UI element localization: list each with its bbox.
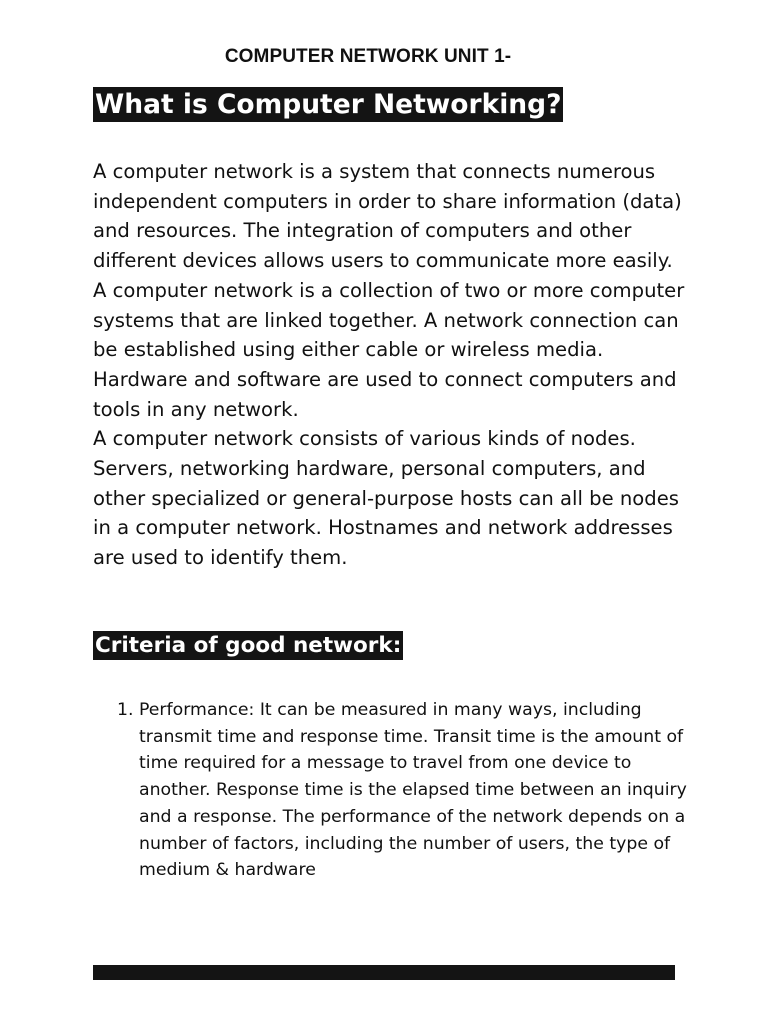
list-item-number: 1. xyxy=(117,700,134,720)
list-item-text: Performance: It can be measured in many ways, including transmit time and response time. Transit time is the amount of time required for a message to travel from one device to another. Response time is the elapsed time between an inquiry and a response. The performance of the network depends on a number of factors, including the number of users, the type of medium & hardware xyxy=(139,700,687,881)
section-heading-computer-networking: What is Computer Networking? xyxy=(95,89,562,120)
paragraph-3: A computer network consists of various kinds of nodes. Servers, networking hardware, personal computers, and other specialized or general-purpose hosts can all be nodes in a computer network. Hostnames and network addresses are used to identify them. xyxy=(93,427,679,570)
criteria-list-item xyxy=(104,697,689,884)
document-title: COMPUTER NETWORK UNIT 1- xyxy=(224,46,512,67)
section-heading-criteria: Criteria of good network: xyxy=(95,633,402,658)
paragraph-2: A computer network is a collection of two or more computer systems that are linked together. A network connection can be established using either cable or wireless media. Hardware and software are used to connect computers and tools in any network. xyxy=(93,278,685,421)
criteria-list xyxy=(104,697,689,884)
bottom-divider-bar xyxy=(93,965,675,980)
body-text xyxy=(93,157,693,573)
paragraph-1: A computer network is a system that connects numerous independent computers in order to share information (data) and resources. The integration of computers and other different devices allows users to communicate more easily. xyxy=(93,160,682,273)
